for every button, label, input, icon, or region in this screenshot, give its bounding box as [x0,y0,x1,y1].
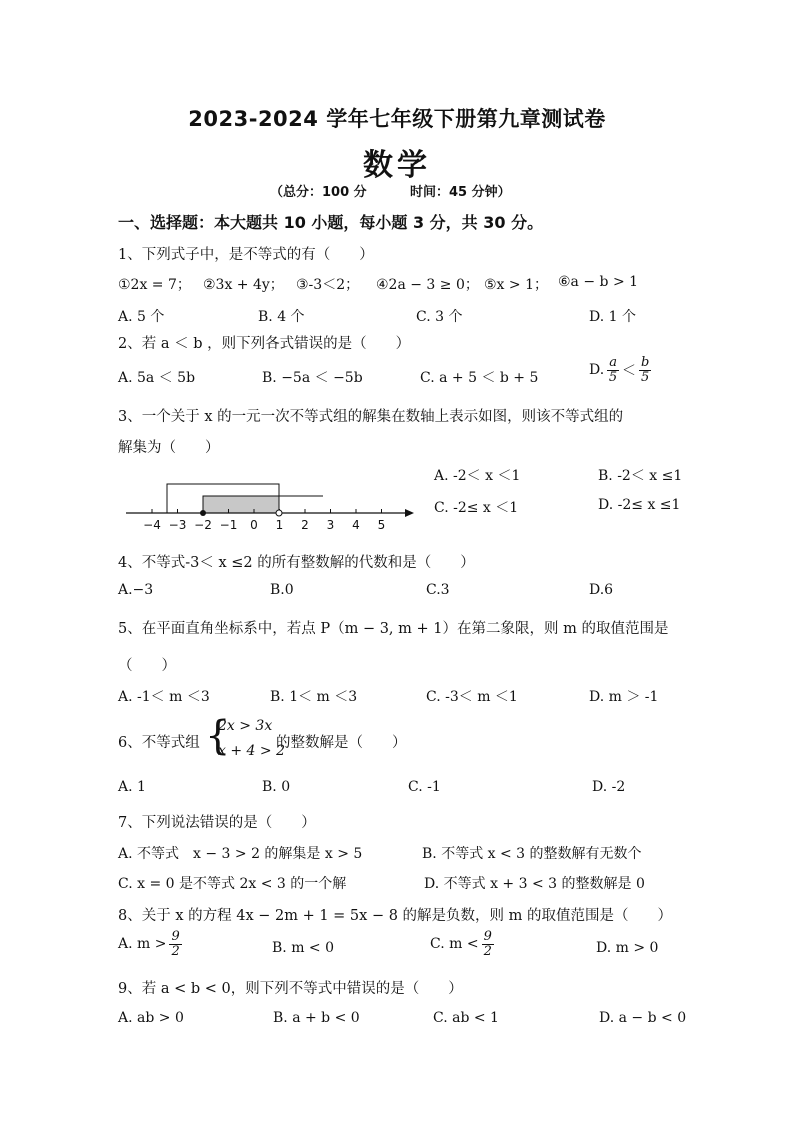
axis-tick-label: −1 [219,518,238,532]
q5-option-c: C. -3＜ m ＜1 [426,689,518,705]
q2-fraction-b: $\frac{b}{5}$ [640,355,650,385]
q3-option-b: B. -2＜ x ≤1 [598,468,683,484]
q7-option-c: C. x = 0 是不等式 2x < 3 的一个解 [118,876,347,892]
number-line-figure [118,468,418,532]
q8-option-b: B. m < 0 [272,940,335,956]
closed-endpoint [200,510,206,516]
q9-option-b: B. a + b < 0 [273,1010,360,1026]
q1-item: ①2x = 7； [118,277,191,293]
q1-item: ②3x + 4y； [203,277,284,293]
q6-stem-prefix: 6、不等式组 [118,735,200,751]
axis-tick-label: 2 [301,518,309,532]
q9-option-d: D. a − b < 0 [599,1010,687,1026]
q1-stem: 1、下列式子中，是不等式的有（ ） [118,247,374,263]
q6-option-a: A. 1 [118,779,146,795]
axis-tick-label: 3 [326,518,335,532]
q8-fraction: $\frac{9}{2}$ [171,929,180,959]
q7-option-a: A. 不等式 x − 3 > 2 的解集是 x > 5 [118,846,363,862]
axis-tick-label: 1 [275,518,284,532]
q7-option-d: D. 不等式 x + 3 < 3 的整数解是 0 [424,876,645,892]
q3-option-d: D. -2≤ x ≤1 [598,497,681,513]
q3-stem-line2: 解集为（ ） [118,440,220,456]
subject-title: 数学 [363,148,431,183]
q2-option-c: C. a + 5 ＜ b + 5 [420,370,539,386]
q5-stem: 5、在平面直角坐标系中，若点 P（m − 3, m + 1）在第二象限，则 m 的取值范围是 [118,621,669,637]
q2-option-d [589,356,652,384]
q3-option-c: C. -2≤ x ＜1 [434,500,519,516]
q8-option-c [430,930,495,958]
q1-option-b: B. 4 个 [258,309,305,325]
q3-stem-line1: 3、一个关于 x 的一元一次不等式组的解集在数轴上表示如图，则该不等式组的 [118,409,624,425]
q4-option-d: D.6 [589,582,614,598]
q4-option-c: C.3 [426,582,450,598]
q5-option-d: D. m ＞ -1 [589,689,659,705]
axis-arrow-icon [405,509,414,517]
q7-option-b: B. 不等式 x < 3 的整数解有无数个 [422,846,642,862]
shaded-interval [203,496,279,513]
q2-option-a: A. 5a ＜ 5b [118,370,196,386]
q6-option-d: D. -2 [592,779,626,795]
q6-option-b: B. 0 [262,779,291,795]
q1-item: ⑤x > 1； [484,277,548,293]
q6-system-line1: 2x > 3x [218,718,273,734]
q1-item: ③-3＜2； [296,277,360,293]
axis-tick-label: −2 [194,518,212,532]
q2-stem: 2、若 a ＜ b ，则下列各式错误的是（ ） [118,336,411,352]
axis-tick-label: 5 [377,518,386,532]
system-brace: { [205,713,231,759]
q2-less-than: ＜ [621,363,636,380]
axis-tick-label: −4 [143,518,161,532]
q9-option-a: A. ab > 0 [118,1010,184,1026]
q6-option-c: C. -1 [408,779,441,795]
q5-option-b: B. 1＜ m ＜3 [270,689,358,705]
section-heading: 一、选择题：本大题共 10 小题，每小题 3 分，共 30 分。 [118,213,544,232]
total-score: （总分：100 分 [270,185,367,200]
q3-option-a: A. -2＜ x ＜1 [434,468,521,484]
q1-item: ④2a − 3 ≥ 0； [376,277,479,293]
q2-fraction-a: $\frac{a}{5}$ [608,355,618,385]
q5-option-a: A. -1＜ m ＜3 [118,689,210,705]
q6-system-line2: x + 4 > 2 [218,743,285,759]
q1-option-c: C. 3 个 [416,309,463,325]
q8-option-a [118,930,183,958]
q4-stem: 4、不等式-3＜ x ≤2 的所有整数解的代数和是（ ） [118,555,475,571]
q8-option-d: D. m > 0 [596,940,659,956]
q5-stem-line2: （ ） [118,658,176,674]
q2-option-b: B. −5a ＜ −5b [262,370,363,386]
exam-time: 时间：45 分钟） [410,185,511,200]
axis-tick-label: 0 [250,518,258,532]
q9-stem: 9、若 a < b < 0，则下列不等式中错误的是（ ） [118,981,463,997]
q7-stem: 7、下列说法错误的是（ ） [118,815,316,831]
q8-option-c-label: C. m < [430,936,479,953]
q1-item: ⑥a − b > 1 [558,274,639,290]
exam-title: 2023-2024 学年七年级下册第九章测试卷 [188,107,606,131]
q1-option-d: D. 1 个 [589,309,636,325]
q9-option-c: C. ab < 1 [433,1010,499,1026]
q8-option-a-label: A. m > [118,936,167,953]
q1-option-a: A. 5 个 [118,309,165,325]
open-endpoint [276,510,282,516]
q2-option-d-label: D. [589,362,605,379]
axis-tick-label: 4 [352,518,360,532]
q6-stem-suffix: 的整数解是（ ） [276,735,407,751]
axis-tick-label: −3 [168,518,187,532]
q8-fraction: $\frac{9}{2}$ [483,929,492,959]
q8-stem: 8、关于 x 的方程 4x − 2m + 1 = 5x − 8 的解是负数，则 m 的取值范围是（ ） [118,908,673,924]
q4-option-b: B.0 [270,582,294,598]
q4-option-a: A.−3 [118,582,154,598]
